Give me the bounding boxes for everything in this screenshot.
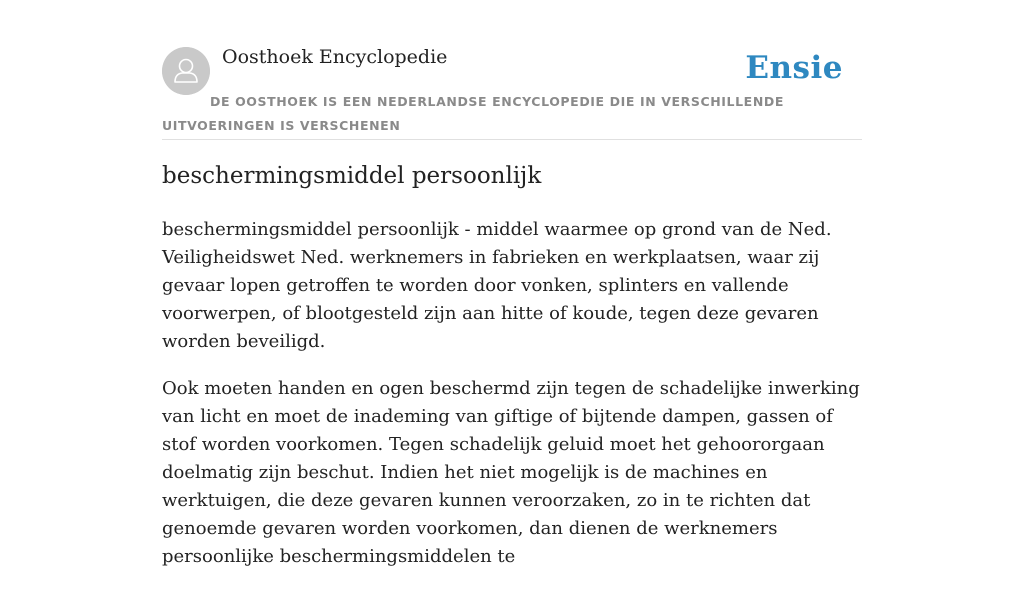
user-avatar-icon[interactable] xyxy=(162,47,210,95)
site-header xyxy=(162,0,862,140)
article-paragraph: Ook moeten handen en ogen beschermd zijn tegen de schadelijke inwerking van licht en moet de inademing van giftige of bijtende dampen, gassen of stof worden voorkomen. Tegen schadelijk geluid moet het gehoororgaan doelmatig zijn beschut. Indien het niet mogelijk is de machines en werktuigen, die deze gevaren kunnen veroorzaken, zo in te richten dat genoemde gevaren worden voorkomen, dan dienen de werknemers persoonlijke beschermingsmiddelen te xyxy=(162,378,860,567)
article-paragraph: beschermingsmiddel persoonlijk - middel waarmee op grond van de Ned. Veiligheidswet Ned. werknemers in fabrieken en werkplaatsen, waar zij gevaar lopen getroffen te worden door vonken, splinters en vallende voorwerpen, of blootgesteld zijn aan hitte of koude, tegen deze gevaren worden beveiligd. xyxy=(162,219,832,352)
site-tagline-text: DE OOSTHOEK IS EEN NEDERLANDSE ENCYCLOPEDIE DIE IN VERSCHILLENDE UITVOERINGEN IS VERSCHENEN xyxy=(162,94,784,133)
article-body xyxy=(162,216,862,590)
article-title: beschermingsmiddel persoonlijk xyxy=(162,163,542,189)
ensie-logo-link[interactable]: Ensie xyxy=(745,50,843,86)
site-name[interactable]: Oosthoek Encyclopedie xyxy=(222,46,448,68)
page xyxy=(162,0,862,567)
site-tagline xyxy=(162,90,862,138)
